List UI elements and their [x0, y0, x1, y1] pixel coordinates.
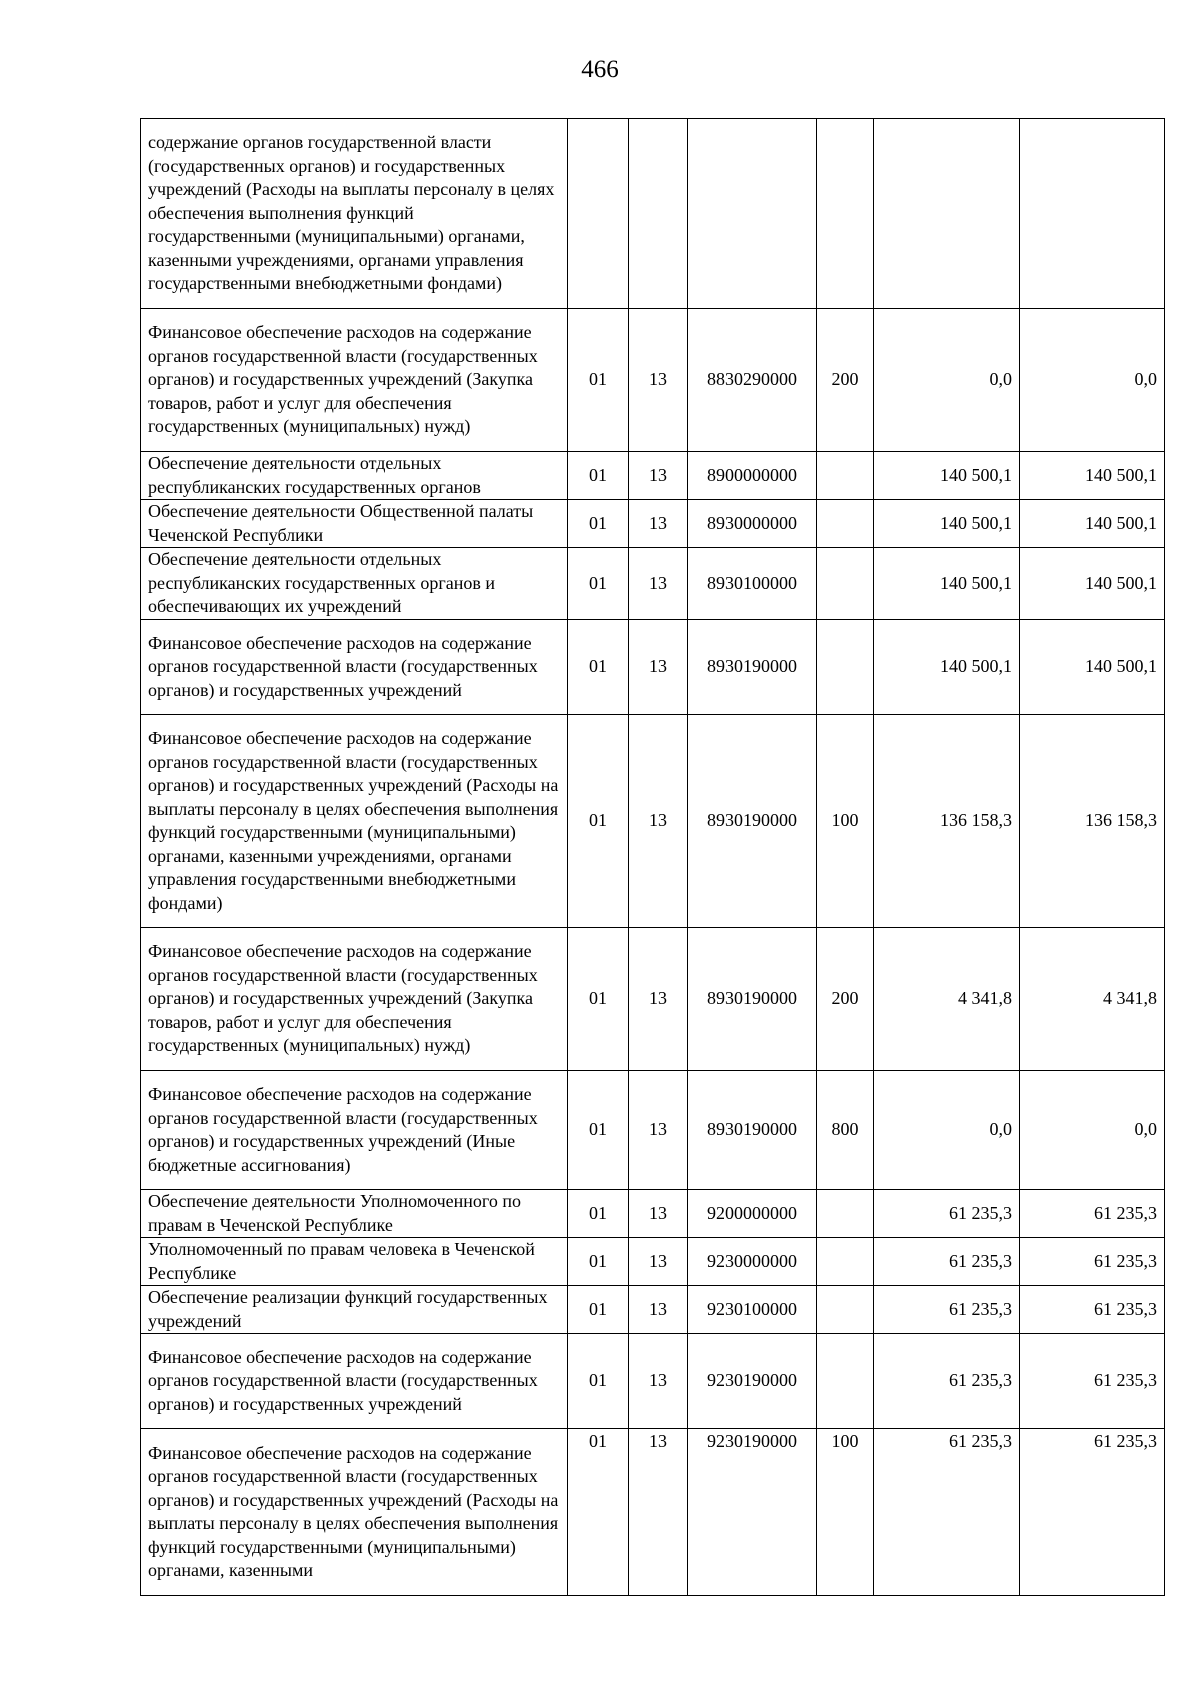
- rz-cell: 01: [568, 452, 629, 500]
- csr-cell: 8930100000: [688, 548, 817, 620]
- sum-year2-cell: 61 235,3: [1020, 1238, 1165, 1286]
- row-name-cell: Финансовое обеспечение расходов на содержание органов государственной власти (государственных органов) и государственных учреждений: [141, 1334, 568, 1429]
- row-name-cell: Финансовое обеспечение расходов на содержание органов государственной власти (государственных органов) и государственных учреждений (Расходы на выплаты персоналу в целях обеспечения выполнения функций государственными (муниципальными) органами, казенными: [141, 1429, 568, 1596]
- sum-year2-cell: 61 235,3: [1020, 1190, 1165, 1238]
- pr-cell: 13: [629, 309, 688, 452]
- csr-cell: 8930190000: [688, 715, 817, 928]
- sum-year2-cell: 0,0: [1020, 309, 1165, 452]
- sum-year2-cell: 140 500,1: [1020, 452, 1165, 500]
- budget-table: [140, 118, 1165, 1596]
- table-row: [141, 1334, 1165, 1429]
- vr-cell: 800: [817, 1071, 874, 1190]
- vr-cell: 100: [817, 715, 874, 928]
- rz-cell: 01: [568, 1238, 629, 1286]
- row-name-cell: Финансовое обеспечение расходов на содержание органов государственной власти (государственных органов) и государственных учреждений (Закупка товаров, работ и услуг для обеспечения государственных (муниципальных) нужд): [141, 928, 568, 1071]
- pr-cell: 13: [629, 620, 688, 715]
- row-name-cell: Финансовое обеспечение расходов на содержание органов государственной власти (государственных органов) и государственных учреждений (Иные бюджетные ассигнования): [141, 1071, 568, 1190]
- sum-year1-cell: 140 500,1: [874, 500, 1020, 548]
- pr-cell: 13: [629, 1238, 688, 1286]
- vr-cell: 200: [817, 928, 874, 1071]
- pr-cell: 13: [629, 928, 688, 1071]
- sum-year2-cell: 0,0: [1020, 1071, 1165, 1190]
- csr-cell: [688, 119, 817, 309]
- table-row: [141, 1286, 1165, 1334]
- csr-cell: 8930190000: [688, 928, 817, 1071]
- rz-cell: 01: [568, 1429, 629, 1596]
- row-name-cell: Уполномоченный по правам человека в Чеченской Республике: [141, 1238, 568, 1286]
- row-name-cell: Обеспечение деятельности отдельных республиканских государственных органов: [141, 452, 568, 500]
- rz-cell: 01: [568, 309, 629, 452]
- rz-cell: 01: [568, 500, 629, 548]
- csr-cell: 9230190000: [688, 1334, 817, 1429]
- table-row: [141, 500, 1165, 548]
- table-row: [141, 1238, 1165, 1286]
- sum-year1-cell: 140 500,1: [874, 548, 1020, 620]
- sum-year1-cell: 4 341,8: [874, 928, 1020, 1071]
- table-row: [141, 715, 1165, 928]
- csr-cell: 8900000000: [688, 452, 817, 500]
- sum-year1-cell: 61 235,3: [874, 1429, 1020, 1596]
- vr-cell: [817, 1286, 874, 1334]
- sum-year2-cell: 61 235,3: [1020, 1286, 1165, 1334]
- pr-cell: 13: [629, 452, 688, 500]
- sum-year1-cell: 136 158,3: [874, 715, 1020, 928]
- rz-cell: 01: [568, 715, 629, 928]
- row-name-cell: содержание органов государственной власти (государственных органов) и государственных учреждений (Расходы на выплаты персоналу в целях обеспечения выполнения функций государственными (муниципальными) органами, казенными учреждениями, органами управления государственными внебюджетными фондами): [141, 119, 568, 309]
- csr-cell: 8930190000: [688, 620, 817, 715]
- sum-year1-cell: 0,0: [874, 1071, 1020, 1190]
- row-name-cell: Обеспечение деятельности Общественной палаты Чеченской Республики: [141, 500, 568, 548]
- row-name-cell: Финансовое обеспечение расходов на содержание органов государственной власти (государственных органов) и государственных учреждений (Закупка товаров, работ и услуг для обеспечения государственных (муниципальных) нужд): [141, 309, 568, 452]
- page-number: 466: [581, 56, 619, 83]
- sum-year1-cell: 61 235,3: [874, 1190, 1020, 1238]
- table-row: [141, 1071, 1165, 1190]
- sum-year2-cell: 61 235,3: [1020, 1334, 1165, 1429]
- sum-year1-cell: 61 235,3: [874, 1238, 1020, 1286]
- pr-cell: 13: [629, 1071, 688, 1190]
- csr-cell: 9230000000: [688, 1238, 817, 1286]
- table-row: [141, 452, 1165, 500]
- row-name-cell: Обеспечение деятельности отдельных республиканских государственных органов и обеспечивающих их учреждений: [141, 548, 568, 620]
- budget-table-body: [141, 119, 1165, 1596]
- row-name-cell: Обеспечение деятельности Уполномоченного по правам в Чеченской Республике: [141, 1190, 568, 1238]
- vr-cell: [817, 452, 874, 500]
- vr-cell: [817, 1238, 874, 1286]
- sum-year1-cell: 140 500,1: [874, 620, 1020, 715]
- pr-cell: 13: [629, 1334, 688, 1429]
- sum-year2-cell: 140 500,1: [1020, 500, 1165, 548]
- vr-cell: [817, 1190, 874, 1238]
- sum-year1-cell: 61 235,3: [874, 1286, 1020, 1334]
- sum-year2-cell: 61 235,3: [1020, 1429, 1165, 1596]
- pr-cell: 13: [629, 1286, 688, 1334]
- csr-cell: 8930190000: [688, 1071, 817, 1190]
- csr-cell: 9230100000: [688, 1286, 817, 1334]
- sum-year1-cell: 0,0: [874, 309, 1020, 452]
- rz-cell: 01: [568, 1071, 629, 1190]
- sum-year2-cell: 136 158,3: [1020, 715, 1165, 928]
- rz-cell: 01: [568, 1190, 629, 1238]
- csr-cell: 8830290000: [688, 309, 817, 452]
- pr-cell: 13: [629, 1190, 688, 1238]
- csr-cell: 8930000000: [688, 500, 817, 548]
- sum-year1-cell: 140 500,1: [874, 452, 1020, 500]
- pr-cell: 13: [629, 715, 688, 928]
- sum-year1-cell: 61 235,3: [874, 1334, 1020, 1429]
- vr-cell: 200: [817, 309, 874, 452]
- vr-cell: [817, 620, 874, 715]
- table-row: [141, 928, 1165, 1071]
- rz-cell: 01: [568, 1334, 629, 1429]
- rz-cell: 01: [568, 548, 629, 620]
- vr-cell: [817, 119, 874, 309]
- rz-cell: 01: [568, 928, 629, 1071]
- table-row: [141, 1190, 1165, 1238]
- sum-year2-cell: 140 500,1: [1020, 548, 1165, 620]
- sum-year2-cell: 140 500,1: [1020, 620, 1165, 715]
- table-row: [141, 1429, 1165, 1596]
- pr-cell: 13: [629, 1429, 688, 1596]
- sum-year1-cell: [874, 119, 1020, 309]
- vr-cell: 100: [817, 1429, 874, 1596]
- rz-cell: 01: [568, 620, 629, 715]
- sum-year2-cell: [1020, 119, 1165, 309]
- rz-cell: [568, 119, 629, 309]
- sum-year2-cell: 4 341,8: [1020, 928, 1165, 1071]
- vr-cell: [817, 1334, 874, 1429]
- pr-cell: 13: [629, 548, 688, 620]
- pr-cell: 13: [629, 500, 688, 548]
- table-row: [141, 309, 1165, 452]
- csr-cell: 9200000000: [688, 1190, 817, 1238]
- table-row: [141, 119, 1165, 309]
- csr-cell: 9230190000: [688, 1429, 817, 1596]
- row-name-cell: Финансовое обеспечение расходов на содержание органов государственной власти (государственных органов) и государственных учреждений (Расходы на выплаты персоналу в целях обеспечения выполнения функций государственными (муниципальными) органами, казенными учреждениями, органами управления государственными внебюджетными фондами): [141, 715, 568, 928]
- table-row: [141, 620, 1165, 715]
- vr-cell: [817, 500, 874, 548]
- pr-cell: [629, 119, 688, 309]
- row-name-cell: Обеспечение реализации функций государственных учреждений: [141, 1286, 568, 1334]
- row-name-cell: Финансовое обеспечение расходов на содержание органов государственной власти (государственных органов) и государственных учреждений: [141, 620, 568, 715]
- table-row: [141, 548, 1165, 620]
- vr-cell: [817, 548, 874, 620]
- rz-cell: 01: [568, 1286, 629, 1334]
